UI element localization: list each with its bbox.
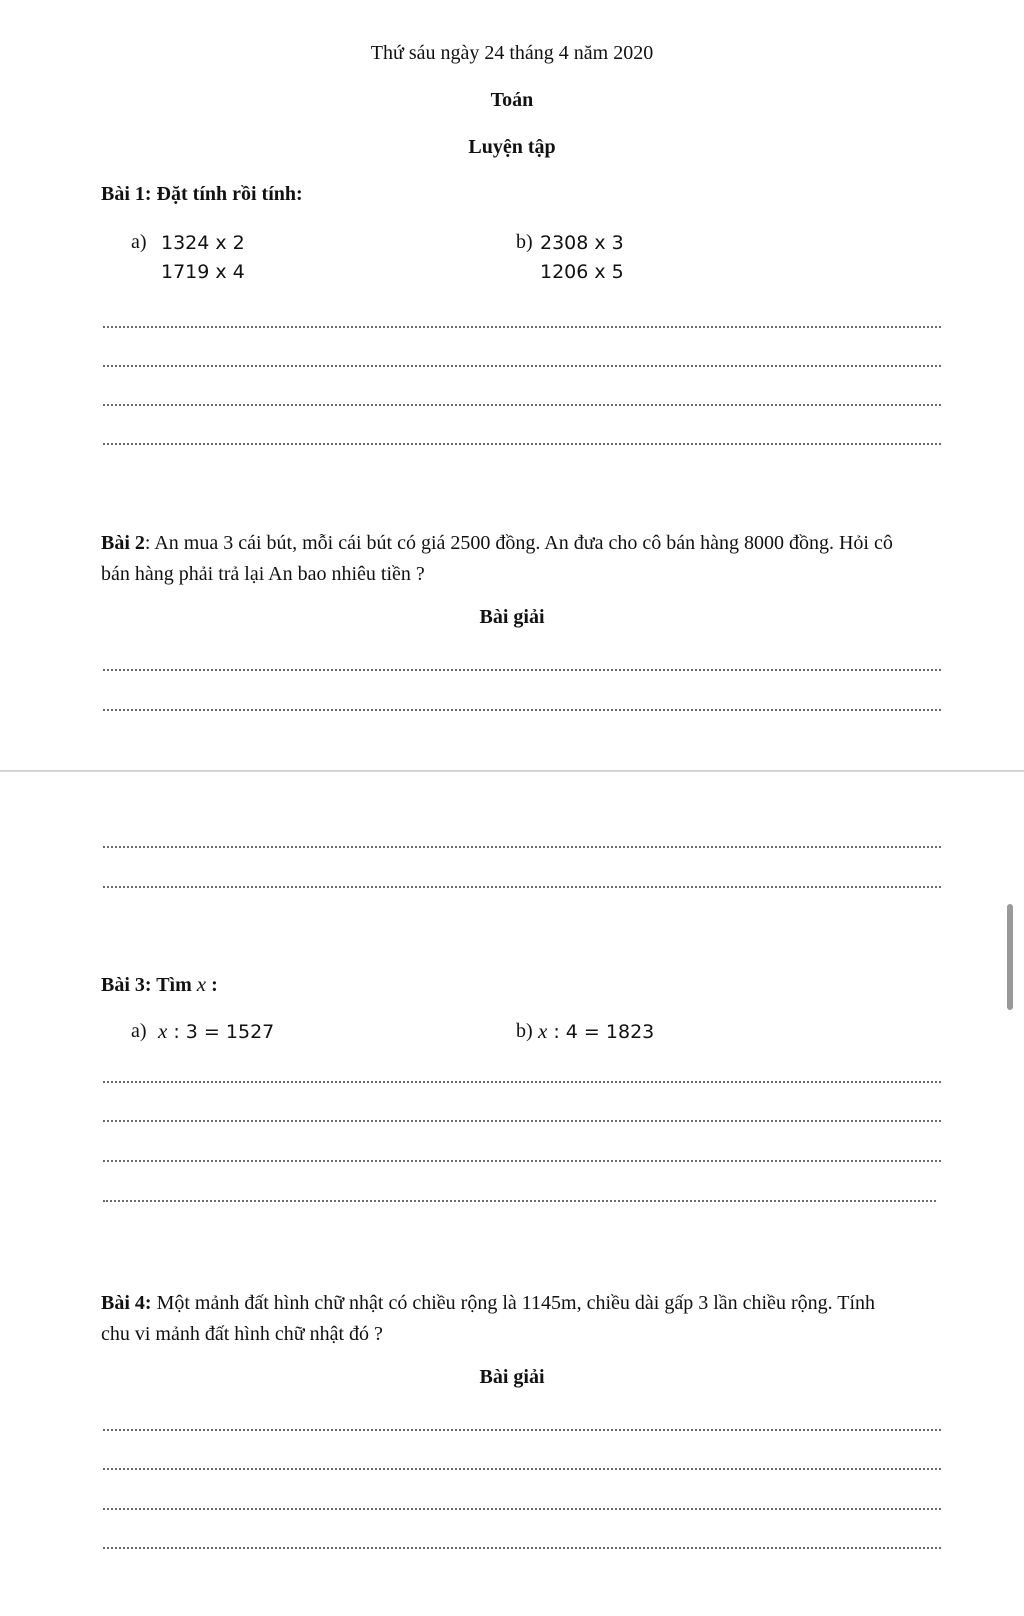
bai1-a-item-1: 1324 x 2 [161, 232, 245, 254]
bai3-variable: x [196, 972, 207, 996]
scrollbar-thumb[interactable] [1007, 904, 1013, 1010]
answer-line [103, 326, 941, 328]
answer-line [103, 1508, 941, 1510]
bai1-b-item-1: 2308 x 3 [540, 232, 624, 254]
bai1-a-item-2: 1719 x 4 [161, 261, 245, 283]
answer-line [103, 709, 941, 711]
answer-line [103, 404, 941, 406]
bai3-a-variable: x [158, 1019, 168, 1043]
bai3-a-expression: : 3 = 1527 [167, 1021, 275, 1043]
answer-line [103, 1468, 941, 1470]
bai4-solution-heading: Bài giải [479, 1366, 545, 1388]
answer-line [103, 886, 941, 888]
bai2-text: : An mua 3 cái bút, mỗi cái bút có giá 2500 đồng. An đưa cho cô bán hàng 8000 đồng. Hỏi cô bán hàng phải trả lại An bao nhiêu tiền ? [101, 532, 893, 585]
bai4-question [101, 1288, 901, 1350]
answer-line [103, 846, 941, 848]
bai2-label: Bài 2 [101, 532, 145, 554]
answer-line [103, 1120, 941, 1122]
answer-line [103, 1160, 941, 1162]
answer-line [103, 669, 941, 671]
answer-line [103, 365, 941, 367]
bai2-question [101, 528, 901, 590]
bai1-title: Bài 1: Đặt tính rồi tính: [101, 183, 303, 205]
bai1-b-item-2: 1206 x 5 [540, 261, 624, 283]
bai3-colon: : [211, 974, 218, 996]
answer-line [103, 443, 941, 445]
answer-line [103, 1429, 941, 1431]
subject-title: Toán [490, 89, 534, 111]
bai3-b-equation [538, 1019, 654, 1044]
bai3-b-label: b) [516, 1020, 533, 1042]
answer-line [103, 1200, 936, 1202]
bai4-label: Bài 4: [101, 1292, 152, 1314]
answer-line [103, 1081, 941, 1083]
answer-line [103, 1547, 941, 1549]
bai1-b-label: b) [516, 231, 533, 253]
bai3-title [101, 972, 218, 997]
bai2-solution-heading: Bài giải [479, 606, 545, 628]
bai3-b-variable: x [538, 1019, 548, 1043]
bai1-a-label: a) [131, 231, 147, 253]
page-divider [0, 770, 1024, 772]
bai3-a-label: a) [131, 1020, 147, 1042]
bai3-b-expression: : 4 = 1823 [547, 1021, 655, 1043]
bai4-text: Một mảnh đất hình chữ nhật có chiều rộng là 1145m, chiều dài gấp 3 lần chiều rộng. Tính chu vi mảnh đất hình chữ nhật đó ? [101, 1292, 876, 1345]
date-line: Thứ sáu ngày 24 tháng 4 năm 2020 [370, 42, 654, 64]
lesson-title: Luyện tập [468, 136, 556, 158]
bai3-a-equation [158, 1019, 274, 1044]
bai3-title-text: Bài 3: Tìm [101, 974, 192, 996]
